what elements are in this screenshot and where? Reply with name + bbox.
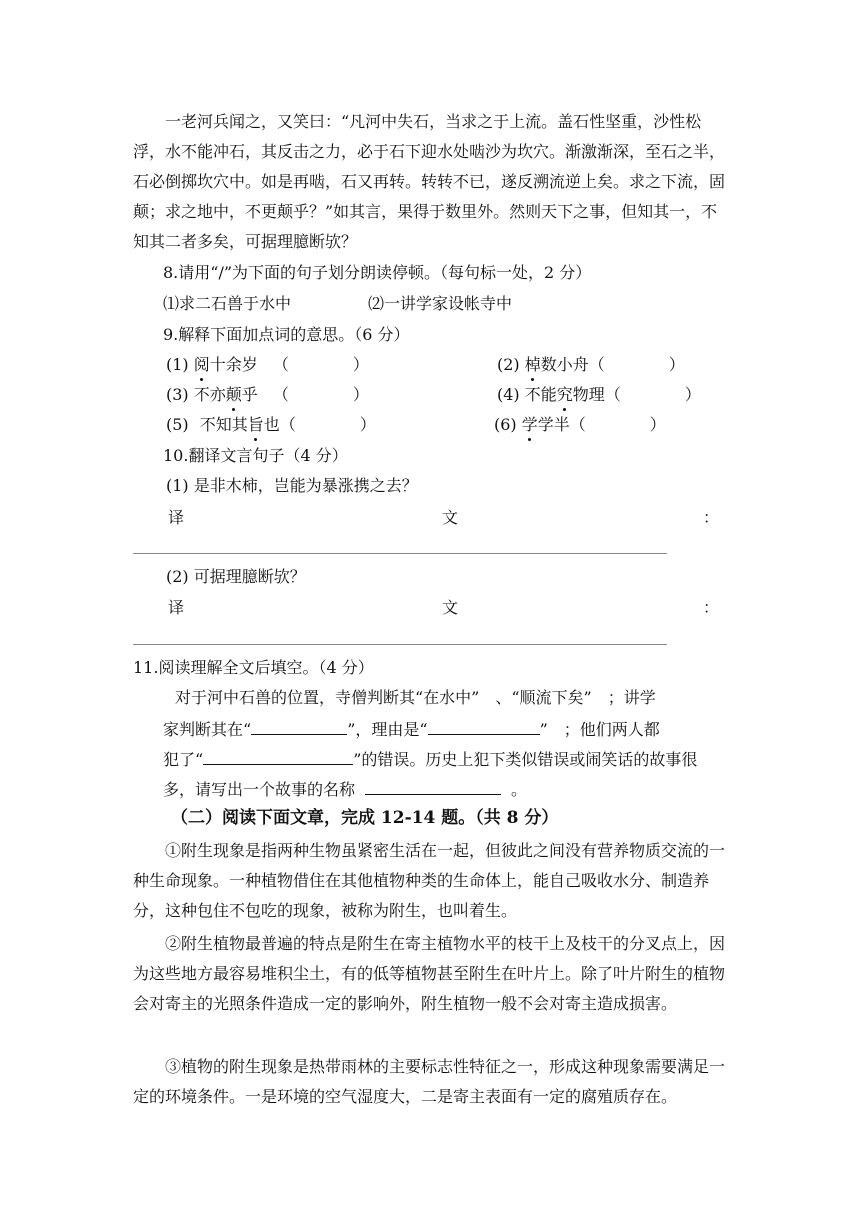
q9-dotted-word: 阅	[193, 355, 210, 374]
q11-line-4: 多，请写出一个故事的名称 。	[163, 780, 528, 799]
q9-answer-paren[interactable]: （ ）	[279, 415, 376, 434]
q8-item-2: ⑵一讲学家设帐寺中	[368, 294, 513, 313]
q8-item-1: ⑴求二石兽于水中	[163, 294, 292, 313]
q9-item-5: (5) 不知其旨也（ ）	[166, 415, 376, 434]
q9-item-num: (6)	[494, 415, 517, 434]
q9-dotted-word: 究	[556, 385, 573, 404]
q9-item-6: (6) 学学半（ ）	[494, 415, 666, 434]
q10-prompt: 10.翻译文言句子（4 分）	[163, 446, 348, 465]
section-2-heading: （二）阅读下面文章，完成 12-14 题。（共 8 分）	[171, 808, 559, 828]
q8-prompt: 8.请用“/”为下面的句子划分朗读停顿。（每句标一处，2 分）	[163, 263, 592, 282]
q9-answer-paren[interactable]: （ ）	[588, 355, 685, 374]
q11-blank-story[interactable]	[365, 778, 501, 795]
classical-passage: 一老河兵闻之，又笑曰：“凡河中失石，当求之于上流。盖石性坚重，沙性松浮，水不能冲石，其反击之力，必于石下迎水处啮沙为坎穴。渐激渐深，至石之半，石必倒掷坎穴中。如是再啮，石又再转。转转不已，遂反溯流逆上矣。求之下流，固颠；求之地中，不更颠乎？”如其言，果得于数里外。然则天下之事，但知其一，不知其二者多矣，可据理臆断欤？	[133, 112, 726, 251]
q9-item-3: (3) 不亦颠乎 （ ）	[166, 385, 369, 404]
q9-answer-paren[interactable]: （ ）	[604, 385, 701, 404]
q11-blank-location[interactable]	[251, 718, 347, 735]
q9-dotted-word: 学	[521, 415, 538, 434]
translation-label-yi: 译	[168, 598, 185, 617]
q9-prompt: 9.解释下面加点词的意思。（6 分）	[163, 325, 410, 344]
translation-label-wen: 文	[442, 508, 459, 527]
q11-line-1: 对于河中石兽的位置，寺僧判断其“在水中” 、“顺流下矣” ；讲学	[175, 688, 656, 707]
q9-dotted-word: 棹	[524, 355, 541, 374]
q9-item-num: (5)	[166, 415, 189, 434]
translation-label-yi: 译	[168, 508, 185, 527]
q11-line-2: 家判断其在“ ”，理由是“ ” ；他们两人都	[163, 720, 660, 739]
q9-item-2: (2) 棹数小舟（ ）	[497, 355, 685, 374]
q11-blank-reason[interactable]	[428, 718, 540, 735]
section-2-paragraph-2: ②附生植物最普遍的特点是附生在寄主植物水平的枝干上及枝干的分叉点上，因为这些地方最容易堆积尘土，有的低等植物甚至附生在叶片上。除了叶片附生的植物会对寄主的光照条件造成一定的影响外，附生植物一般不会对寄主造成损害。	[133, 934, 726, 1013]
q9-item-num: (3)	[166, 385, 189, 404]
translation-answer-line-1[interactable]	[133, 553, 667, 554]
section-2-paragraph-3: ③植物的附生现象是热带雨林的主要标志性特征之一，形成这种现象需要满足一定的环境条件。一是环境的空气湿度大，二是寄主表面有一定的腐殖质存在。	[133, 1057, 726, 1106]
q9-item-num: (4)	[497, 385, 520, 404]
section-2-paragraph-1: ①附生现象是指两种生物虽紧密生活在一起，但彼此之间没有营养物质交流的一种生命现象。一种植物借住在其他植物种类的生命体上，能自己吸收水分、制造养分，这种包住不包吃的现象，被称为附生，也叫着生。	[133, 841, 726, 920]
q9-item-num: (1)	[166, 355, 189, 374]
q9-item-1: (1) 阅十余岁 （ ）	[166, 355, 369, 374]
q11-line-3: 犯了“ ”的错误。历史上犯下类似错误或闹笑话的故事很	[163, 750, 698, 769]
translation-colon: ：	[703, 508, 720, 527]
q10-sentence-2: (2) 可据理臆断欤？	[166, 567, 306, 586]
q9-answer-paren[interactable]: （ ）	[272, 385, 369, 404]
translation-label-wen: 文	[442, 598, 459, 617]
q10-sentence-1: (1) 是非木柿，岂能为暴涨携之去？	[166, 476, 418, 495]
q9-item-num: (2)	[497, 355, 520, 374]
q9-item-4: (4) 不能究物理（ ）	[497, 385, 701, 404]
q9-answer-paren[interactable]: （ ）	[272, 355, 369, 374]
q9-dotted-word: 颠	[225, 385, 242, 404]
q9-answer-paren[interactable]: （ ）	[569, 415, 666, 434]
q11-blank-mistake[interactable]	[203, 748, 353, 765]
translation-answer-line-2[interactable]	[133, 644, 667, 645]
q11-prompt: 11.阅读理解全文后填空。（4 分）	[133, 658, 374, 677]
translation-colon: ：	[703, 598, 720, 617]
q9-dotted-word: 旨	[247, 415, 264, 434]
